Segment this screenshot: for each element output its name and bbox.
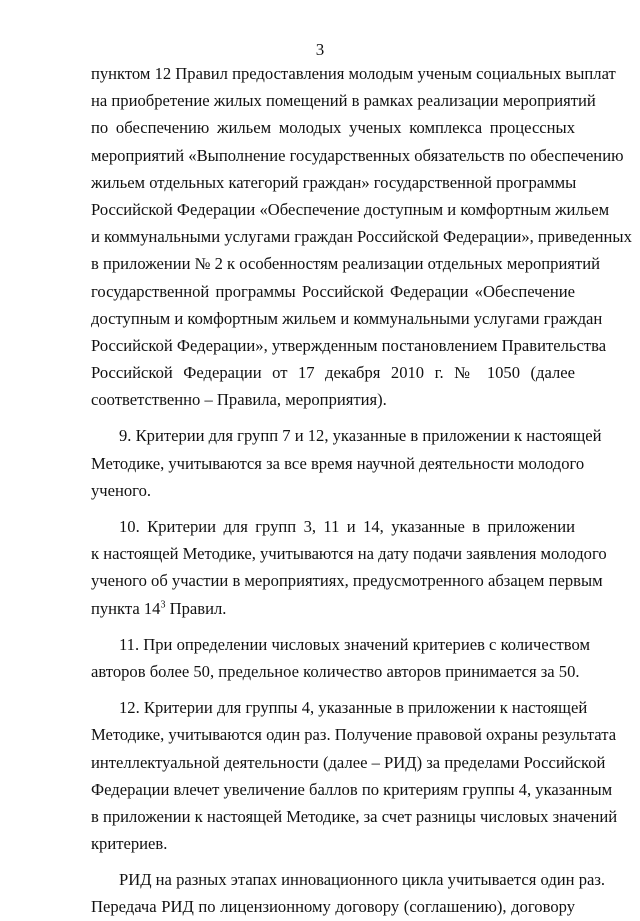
text-line — [91, 595, 575, 622]
text-line: РИД на разных этапах инновационного цикла учитывается один раз. — [119, 870, 606, 890]
superscript: 3 — [160, 599, 166, 611]
page-number: 3 — [315, 40, 325, 59]
text-line: интеллектуальной деятельности (далее – РИД) за пределами Российской — [91, 752, 606, 772]
document-body — [91, 60, 632, 921]
text-line: по обеспечению жильем молодых ученых комплекса процессных — [91, 118, 575, 138]
paragraph-item-11 — [91, 631, 590, 685]
text-line: мероприятий «Выполнение государственных обязательств по обеспечению — [91, 145, 624, 165]
text-line: Российской Федерации «Обеспечение доступным и комфортным жильем — [91, 199, 610, 219]
text-fragment: Правил. — [165, 598, 227, 618]
text-line: соответственно – Правила, мероприятия). — [91, 390, 387, 410]
text-line: доступным и комфортным жильем и коммунальными услугами граждан — [91, 308, 603, 328]
text-line: в приложении № 2 к особенностям реализации отдельных мероприятий — [91, 254, 601, 274]
text-line: государственной программы Российской Федерации «Обеспечение — [91, 281, 575, 301]
paragraph-continuation — [91, 60, 632, 413]
text-fragment: пункта 14 — [91, 598, 161, 618]
text-line: и коммунальными услугами граждан Российской Федерации», приведенных — [91, 227, 632, 247]
text-line: 11. При определении числовых значений критериев с количеством — [119, 634, 590, 654]
paragraph-item-9 — [91, 422, 602, 504]
text-line: Российской Федерации», утвержденным постановлением Правительства — [91, 335, 607, 355]
text-line: ученого об участии в мероприятиях, предусмотренного абзацем первым — [91, 571, 603, 591]
paragraph-item-10 — [91, 513, 607, 622]
text-line: пунктом 12 Правил предоставления молодым ученым социальных выплат — [91, 64, 616, 83]
text-line: критериев. — [91, 834, 168, 854]
text-line: к настоящей Методике, учитываются на дату подачи заявления молодого — [91, 544, 607, 564]
text-line: жильем отдельных категорий граждан» государственной программы — [91, 172, 577, 192]
text-line: в приложении к настоящей Методике, за счет разницы числовых значений — [91, 806, 618, 826]
text-line: на приобретение жилых помещений в рамках реализации мероприятий — [91, 91, 596, 111]
text-line: Методике, учитываются за все время научной деятельности молодого — [91, 453, 585, 473]
text-line: Российской Федерации от 17 декабря 2010 г. № 1050 (далее — [91, 363, 575, 383]
text-line: авторов более 50, предельное количество авторов принимается за 50. — [91, 661, 580, 681]
text-line: ученого. — [91, 480, 152, 500]
text-line: 9. Критерии для групп 7 и 12, указанные в приложении к настоящей — [119, 426, 602, 446]
text-line: 12. Критерии для группы 4, указанные в приложении к настоящей — [119, 698, 588, 718]
text-line: Передача РИД по лицензионному договору (соглашению), договору — [91, 897, 575, 917]
paragraph-item-12 — [91, 694, 618, 857]
text-line: Методике, учитываются один раз. Получение правовой охраны результата — [91, 725, 617, 745]
text-line: Федерации влечет увеличение баллов по критериям группы 4, указанным — [91, 779, 613, 799]
text-line: 10. Критерии для групп 3, 11 и 14, указанные в приложении — [119, 517, 575, 536]
paragraph-rid — [91, 866, 606, 920]
